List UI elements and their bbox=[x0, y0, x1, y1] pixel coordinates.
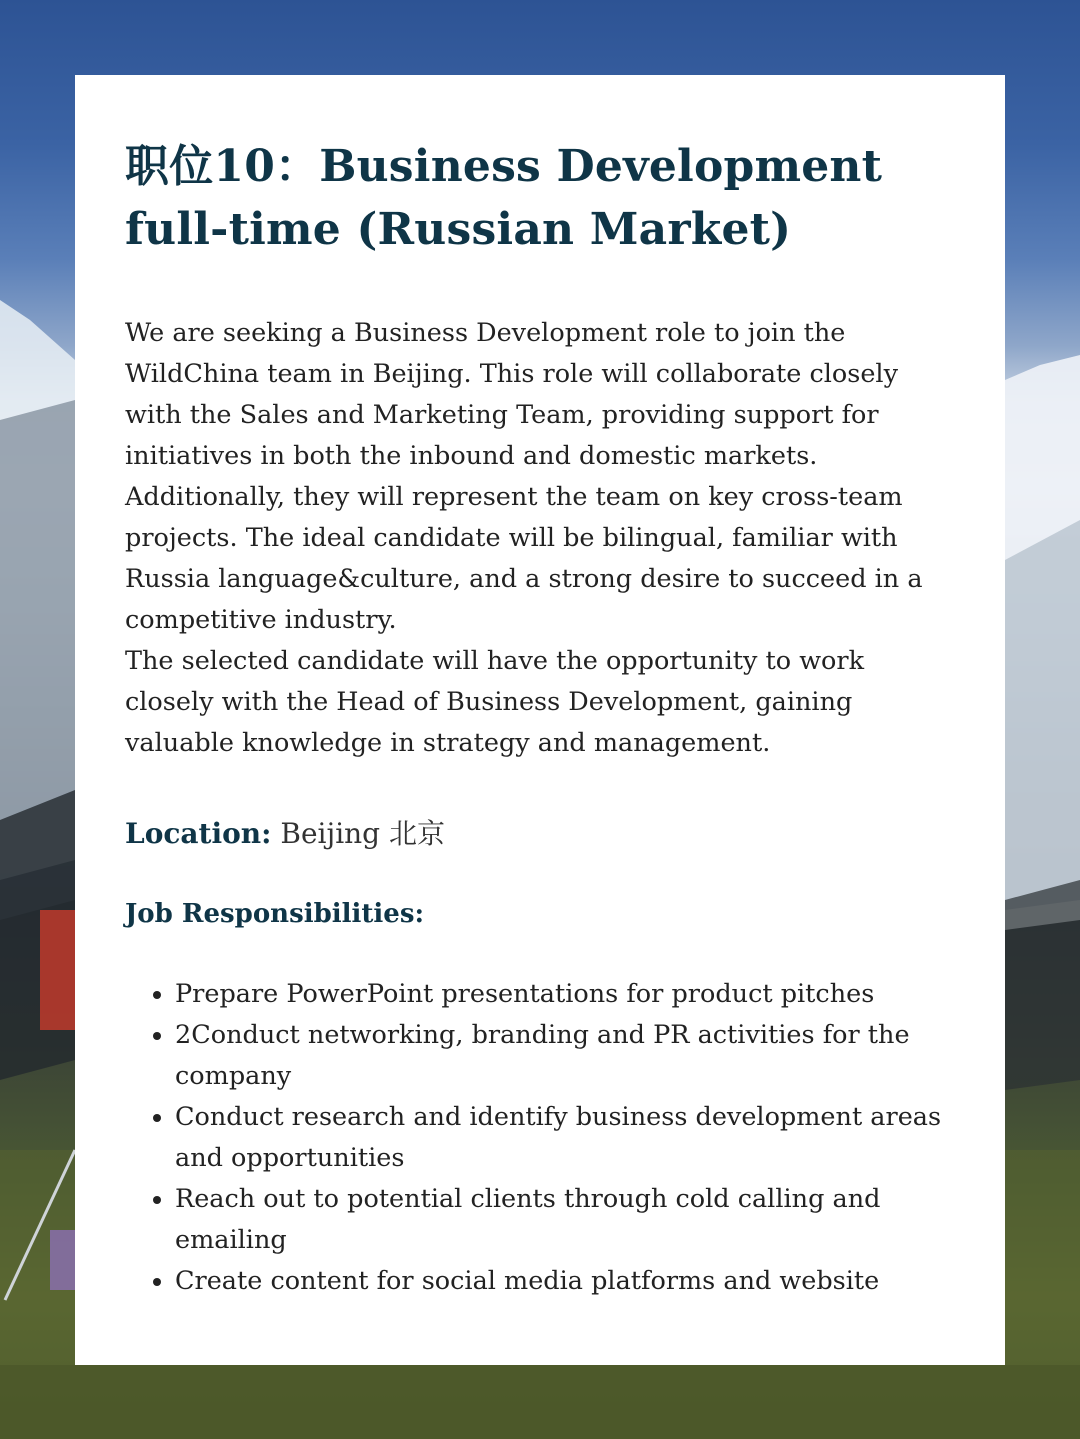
job-location bbox=[125, 814, 955, 854]
job-title bbox=[125, 135, 955, 261]
location-label: Location: bbox=[125, 817, 272, 850]
location-value: Beijing 北京 bbox=[280, 817, 446, 850]
responsibilities-list bbox=[125, 974, 955, 1302]
description-paragraph-2: The selected candidate will have the opportunity to work closely with the Head of Business Development, gaining valuable knowledge in strategy and management. bbox=[125, 646, 865, 758]
list-item: • Prepare PowerPoint presentations for product pitches bbox=[175, 974, 955, 1015]
list-item: • Create content for social media platforms and website bbox=[175, 1261, 955, 1302]
job-title-line2: full-time (Russian Market) bbox=[125, 204, 792, 255]
list-item: • 2Conduct networking, branding and PR activities for the company bbox=[175, 1015, 955, 1097]
job-title-line1: 职位10：Business Development bbox=[125, 141, 883, 192]
job-card bbox=[75, 75, 1005, 1365]
list-item: • Reach out to potential clients through cold calling and emailing bbox=[175, 1179, 955, 1261]
job-description bbox=[125, 313, 955, 764]
responsibilities-heading: Job Responsibilities: bbox=[125, 899, 425, 929]
description-paragraph-1: We are seeking a Business Development role to join the WildChina team in Beijing. This role will collaborate closely with the Sales and Marketing Team, providing support for initiatives in both the inbound and domestic markets. Additionally, they will represent the team on key cross-team projects. The ideal candidate will be bilingual, familiar with Russia language&culture, and a strong desire to succeed in a competitive industry. bbox=[125, 318, 923, 635]
list-item: • Conduct research and identify business development areas and opportunities bbox=[175, 1097, 955, 1179]
